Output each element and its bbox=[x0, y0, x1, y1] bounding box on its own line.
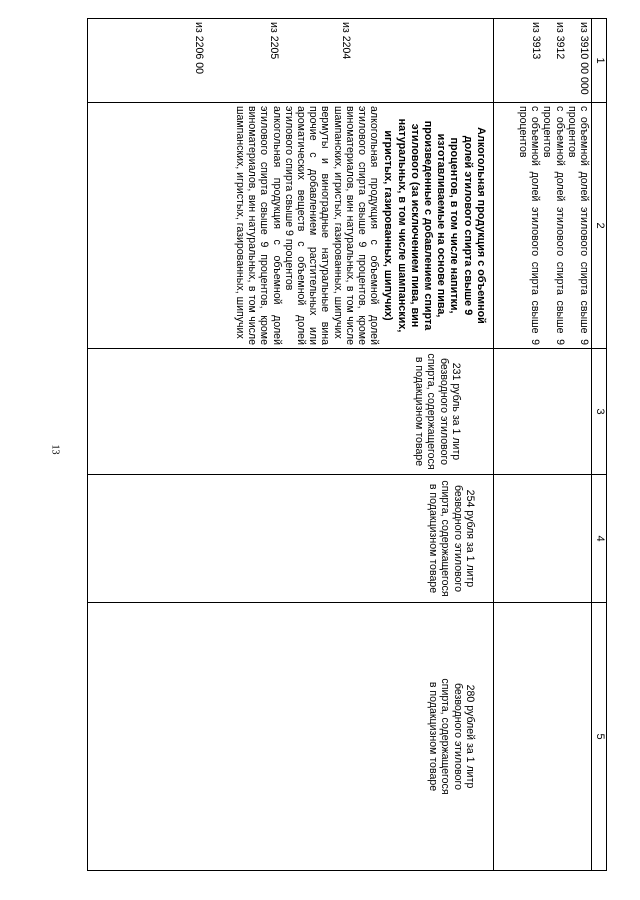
commodity-description: с объемной долей этилового спирта свыше 9 процентов bbox=[516, 106, 542, 345]
commodity-code: из 2204 bbox=[339, 22, 352, 60]
rate-cell-col4 bbox=[88, 475, 494, 603]
description-cell bbox=[88, 103, 494, 349]
table-header-row bbox=[592, 19, 607, 871]
commodity-code: из 3910 00 000 bbox=[578, 22, 590, 95]
excise-rate: 231 рубль за 1 литр безводного этилового спирта, содержащегося в подакцизном товаре bbox=[413, 353, 462, 470]
excise-rate: 280 рублей за 1 литр безводного этилового спирта, содержащегося в подакцизном товаре bbox=[427, 678, 476, 795]
rate-cell-col3 bbox=[493, 349, 591, 475]
commodity-code: из 3913 bbox=[529, 22, 542, 60]
commodity-description: вермуты и виноградные натуральные вина прочие с добавлением растительных или ароматических веществ с объемной долей этилового спирта свыше 9 процентов bbox=[282, 106, 332, 345]
commodity-description: алкогольная продукция с объемной долей этилового спирта свыше 9 процентов, кроме виноматериалов, вин натуральных, в том числе шампанских, игристых, газированных, шипучих bbox=[331, 106, 381, 345]
column-header-3: 3 bbox=[592, 349, 607, 475]
excise-rate-table bbox=[87, 18, 607, 871]
column-header-5: 5 bbox=[592, 603, 607, 871]
table-row bbox=[88, 19, 494, 871]
commodity-code: из 2205 bbox=[267, 22, 280, 60]
code-cell bbox=[88, 19, 494, 103]
column-header-4: 4 bbox=[592, 475, 607, 603]
excise-rate: 254 рубля за 1 литр безводного этилового спирта, содержащегося в подакцизном товаре bbox=[427, 480, 476, 597]
table-row bbox=[493, 19, 591, 871]
rotated-table-container bbox=[87, 18, 607, 870]
page-number: 13 bbox=[49, 444, 61, 455]
description-cell bbox=[493, 103, 591, 349]
commodity-description: алкогольная продукция с объемной долей этилового спирта свыше 9 процентов, кроме виноматериалов, вин натуральных, в том числе шампанских, игристых, газированных, шипучих bbox=[233, 106, 283, 345]
rate-cell-col5 bbox=[493, 603, 591, 871]
commodity-description: с объемной долей этилового спирта свыше 9 процентов bbox=[565, 106, 590, 345]
code-cell bbox=[493, 19, 591, 103]
rate-cell-col4 bbox=[493, 475, 591, 603]
commodity-description: с объемной долей этилового спирта свыше 9 процентов bbox=[541, 106, 566, 345]
commodity-code: из 2206 00 bbox=[193, 22, 206, 75]
rate-cell-col5 bbox=[88, 603, 494, 871]
rate-cell-col3 bbox=[88, 349, 494, 475]
commodity-code: из 3912 bbox=[553, 22, 566, 60]
column-header-1: 1 bbox=[592, 19, 607, 103]
category-heading: Алкогольная продукция с объемной долей этилового спирта свыше 9 процентов, в том числе напитки, изготавливаемые на основе пива, произведенные с добавлением спирта этилового (за исключением пива, вин натуральных, в том числе шампанских, игристых, газированных, шипучих) bbox=[382, 118, 487, 333]
column-header-2: 2 bbox=[592, 103, 607, 349]
